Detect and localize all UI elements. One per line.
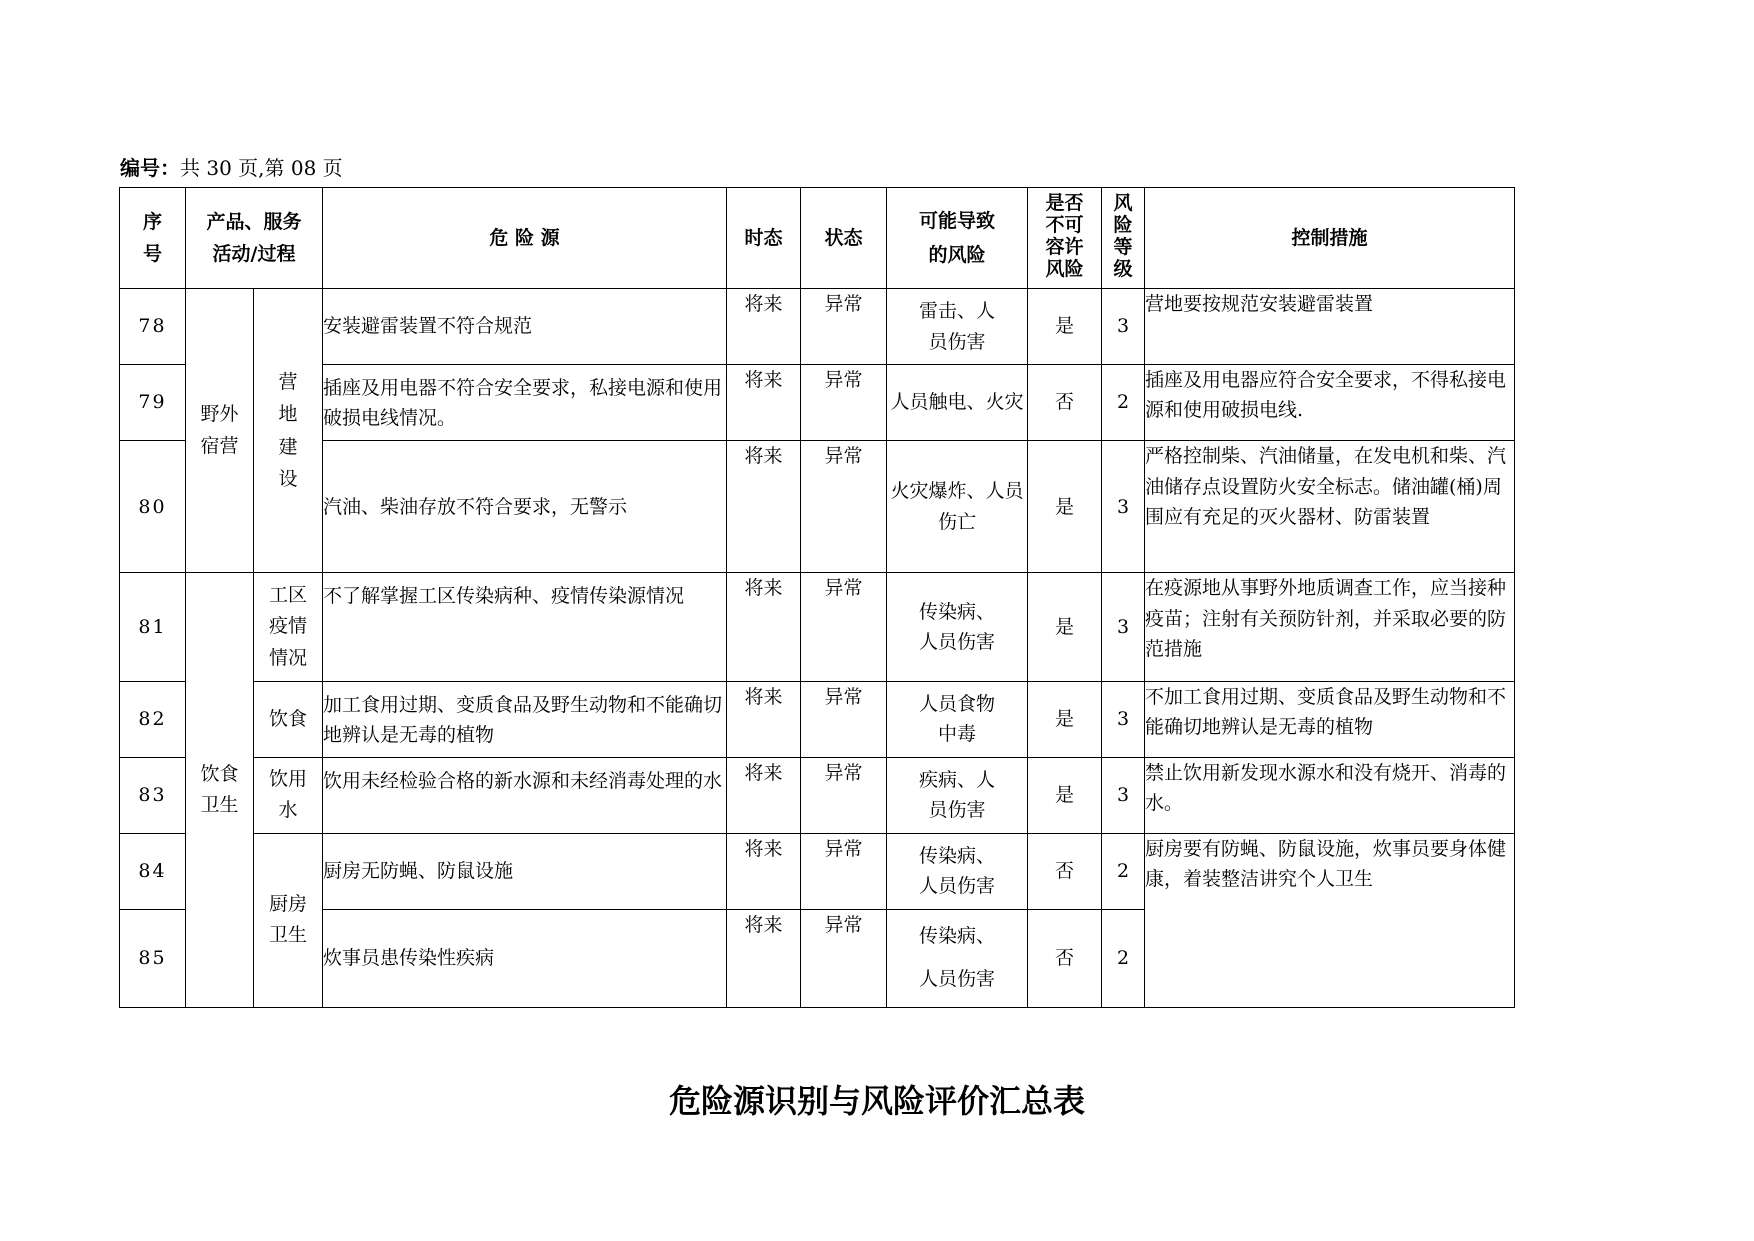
measure-cell: 严格控制柴、汽油储量，在发电机和柴、汽油储存点设置防火安全标志。储油罐(桶)周围应有充足的灭火器材、防雷装置 — [1145, 441, 1515, 573]
activity-cell: 野外宿营 — [186, 289, 254, 573]
table-row — [120, 681, 1515, 757]
risk-cell: 疾病、人员伤害 — [887, 757, 1028, 833]
measure-cell: 不加工食用过期、变质食品及野生动物和不能确切地辨认是无毒的植物 — [1145, 681, 1515, 757]
col-header-measure: 控制措施 — [1145, 188, 1515, 289]
row-number: 78 — [120, 289, 186, 365]
hazard-cell: 厨房无防蝇、防鼠设施 — [323, 833, 727, 909]
measure-cell: 营地要按规范安装避雷装置 — [1145, 289, 1515, 365]
risk-cell: 火灾爆炸、人员伤亡 — [887, 441, 1028, 573]
col-header-level: 风险等级 — [1102, 188, 1145, 289]
hazard-cell: 汽油、柴油存放不符合要求，无警示 — [323, 441, 727, 573]
risk-level-cell: 3 — [1102, 573, 1145, 681]
row-number: 84 — [120, 833, 186, 909]
intolerable-cell: 是 — [1028, 289, 1102, 365]
summary-table-title: 危险源识别与风险评价汇总表 — [668, 1082, 1085, 1120]
measure-cell: 插座及用电器应符合安全要求，不得私接电源和使用破损电线. — [1145, 365, 1515, 441]
tense-cell: 将来 — [727, 833, 801, 909]
risk-level-cell: 3 — [1102, 757, 1145, 833]
measure-cell: 在疫源地从事野外地质调查工作，应当接种疫苗；注射有关预防针剂，并采取必要的防范措施 — [1145, 573, 1515, 681]
subactivity-cell: 饮食 — [254, 681, 323, 757]
table-row — [120, 441, 1515, 573]
subactivity-cell: 厨房卫生 — [254, 833, 323, 1007]
col-header-activity: 产品、服务活动/过程 — [186, 188, 323, 289]
col-header-intolerable: 是否不可容许风险 — [1028, 188, 1102, 289]
intolerable-cell: 是 — [1028, 441, 1102, 573]
hazard-cell: 炊事员患传染性疾病 — [323, 909, 727, 1007]
tense-cell: 将来 — [727, 365, 801, 441]
state-cell: 异常 — [801, 573, 887, 681]
table-row — [120, 573, 1515, 681]
row-number: 83 — [120, 757, 186, 833]
state-cell: 异常 — [801, 441, 887, 573]
risk-cell: 传染病、人员伤害 — [887, 909, 1028, 1007]
state-cell: 异常 — [801, 833, 887, 909]
risk-level-cell: 2 — [1102, 909, 1145, 1007]
row-number: 85 — [120, 909, 186, 1007]
measure-cell: 厨房要有防蝇、防鼠设施，炊事员要身体健康，着装整洁讲究个人卫生 — [1145, 833, 1515, 1007]
state-cell: 异常 — [801, 365, 887, 441]
col-header-risk: 可能导致的风险 — [887, 188, 1028, 289]
page-info: 共 30 页,第 08 页 — [180, 156, 343, 180]
table-row — [120, 289, 1515, 365]
state-cell: 异常 — [801, 757, 887, 833]
document-number-line — [120, 152, 343, 181]
hazard-cell: 加工食用过期、变质食品及野生动物和不能确切地辨认是无毒的植物 — [323, 681, 727, 757]
subactivity-cell: 营地建设 — [254, 289, 323, 573]
tense-cell: 将来 — [727, 757, 801, 833]
risk-cell: 雷击、人员伤害 — [887, 289, 1028, 365]
tense-cell: 将来 — [727, 573, 801, 681]
col-header-no: 序号 — [120, 188, 186, 289]
subactivity-cell: 工区疫情情况 — [254, 573, 323, 681]
hazard-cell: 饮用未经检验合格的新水源和未经消毒处理的水 — [323, 757, 727, 833]
tense-cell: 将来 — [727, 441, 801, 573]
hazard-cell: 安装避雷装置不符合规范 — [323, 289, 727, 365]
row-number: 82 — [120, 681, 186, 757]
table-row — [120, 757, 1515, 833]
tense-cell: 将来 — [727, 289, 801, 365]
risk-cell: 传染病、人员伤害 — [887, 833, 1028, 909]
state-cell: 异常 — [801, 909, 887, 1007]
table-header-row — [120, 188, 1515, 289]
col-header-tense: 时态 — [727, 188, 801, 289]
state-cell: 异常 — [801, 681, 887, 757]
col-header-state: 状态 — [801, 188, 887, 289]
risk-cell: 传染病、人员伤害 — [887, 573, 1028, 681]
hazard-table — [119, 187, 1515, 1008]
state-cell: 异常 — [801, 289, 887, 365]
activity-cell: 饮食卫生 — [186, 573, 254, 1008]
tense-cell: 将来 — [727, 909, 801, 1007]
document-number-label: 编号： — [120, 156, 180, 180]
hazard-cell: 插座及用电器不符合安全要求，私接电源和使用破损电线情况。 — [323, 365, 727, 441]
tense-cell: 将来 — [727, 681, 801, 757]
row-number: 80 — [120, 441, 186, 573]
subactivity-cell: 饮用水 — [254, 757, 323, 833]
row-number: 81 — [120, 573, 186, 681]
intolerable-cell: 否 — [1028, 365, 1102, 441]
hazard-cell: 不了解掌握工区传染病种、疫情传染源情况 — [323, 573, 727, 681]
intolerable-cell: 是 — [1028, 573, 1102, 681]
intolerable-cell: 否 — [1028, 833, 1102, 909]
risk-level-cell: 2 — [1102, 365, 1145, 441]
risk-level-cell: 3 — [1102, 289, 1145, 365]
intolerable-cell: 是 — [1028, 681, 1102, 757]
risk-cell: 人员食物中毒 — [887, 681, 1028, 757]
table-row — [120, 365, 1515, 441]
measure-cell: 禁止饮用新发现水源水和没有烧开、消毒的水。 — [1145, 757, 1515, 833]
risk-level-cell: 3 — [1102, 441, 1145, 573]
table-row — [120, 833, 1515, 909]
risk-cell: 人员触电、火灾 — [887, 365, 1028, 441]
risk-level-cell: 2 — [1102, 833, 1145, 909]
intolerable-cell: 是 — [1028, 757, 1102, 833]
col-header-hazard: 危 险 源 — [323, 188, 727, 289]
intolerable-cell: 否 — [1028, 909, 1102, 1007]
row-number: 79 — [120, 365, 186, 441]
risk-level-cell: 3 — [1102, 681, 1145, 757]
